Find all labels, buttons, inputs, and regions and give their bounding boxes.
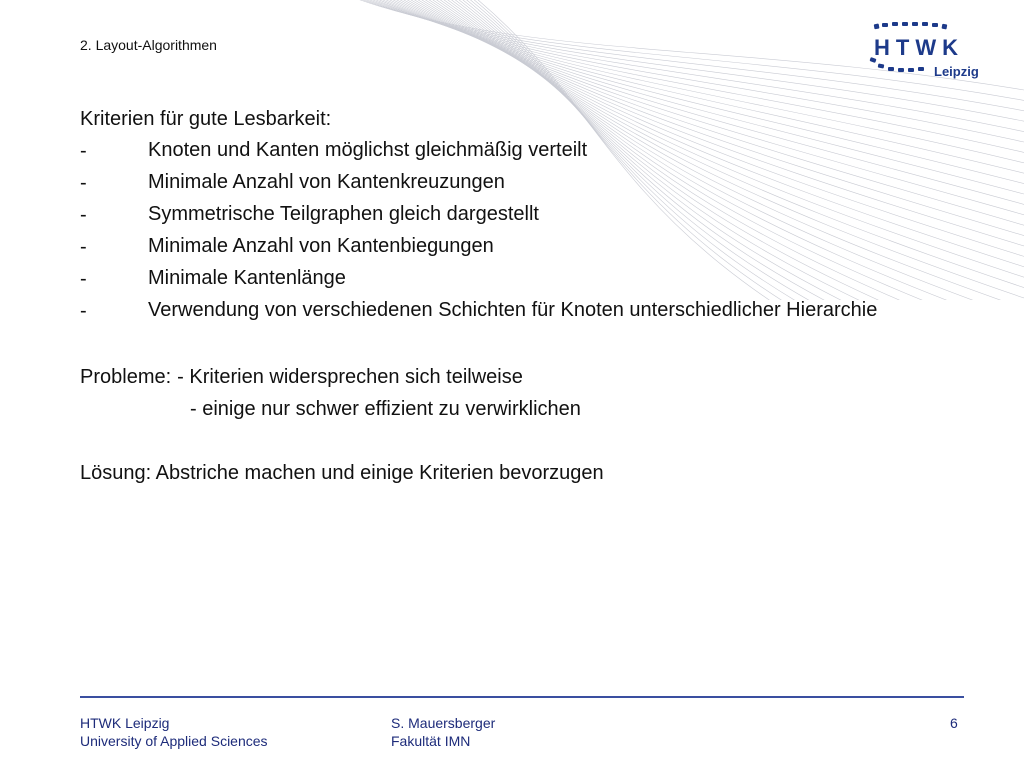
footer-author-name: S. Mauersberger — [391, 715, 496, 731]
bullet-dash: - — [80, 300, 87, 322]
bullet-text: Minimale Kantenlänge — [148, 267, 346, 289]
bullet-text: Verwendung von verschiedenen Schichten für Knoten unterschiedlicher Hierarchie — [148, 299, 878, 321]
criteria-heading: Kriterien für gute Lesbarkeit: — [80, 108, 332, 130]
problems-label: Probleme: — [80, 366, 172, 388]
problems-row — [80, 362, 940, 392]
bullet-item — [80, 200, 940, 230]
footer-author — [391, 714, 495, 750]
page-number: 6 — [950, 715, 958, 731]
problem-item: - einige nur schwer effizient zu verwirklichen — [190, 398, 581, 420]
problems-row — [190, 394, 940, 424]
section-title: 2. Layout-Algorithmen — [80, 37, 217, 53]
bullet-text: Knoten und Kanten möglichst gleichmäßig verteilt — [148, 139, 588, 161]
footer-institution-subtitle: University of Applied Sciences — [80, 733, 268, 749]
bullet-dash: - — [80, 140, 87, 162]
logo-city: Leipzig — [934, 64, 979, 79]
bullet-item — [80, 264, 940, 294]
bullet-dash: - — [80, 204, 87, 226]
footer-divider — [80, 696, 964, 698]
bullet-dash: - — [80, 268, 87, 290]
problems-block — [80, 362, 940, 424]
bullet-text: Minimale Anzahl von Kantenkreuzungen — [148, 171, 505, 193]
solution-text: Lösung: Abstriche machen und einige Kriterien bevorzugen — [80, 462, 604, 484]
logo-wordmark: HTWK — [874, 35, 964, 60]
bullet-text: Minimale Anzahl von Kantenbiegungen — [148, 235, 494, 257]
footer-institution — [80, 714, 268, 750]
bullet-item — [80, 232, 940, 262]
bullet-dash: - — [80, 236, 87, 258]
problem-item: - Kriterien widersprechen sich teilweise — [177, 366, 523, 388]
bullet-text: Symmetrische Teilgraphen gleich dargestellt — [148, 203, 539, 225]
bullet-item — [80, 296, 940, 326]
footer-institution-name: HTWK Leipzig — [80, 715, 170, 731]
bullet-item — [80, 136, 940, 166]
htwk-logo — [868, 22, 980, 80]
bullet-item — [80, 168, 940, 198]
bullet-dash: - — [80, 172, 87, 194]
slide-content — [80, 104, 940, 488]
footer-faculty: Fakultät IMN — [391, 733, 471, 749]
